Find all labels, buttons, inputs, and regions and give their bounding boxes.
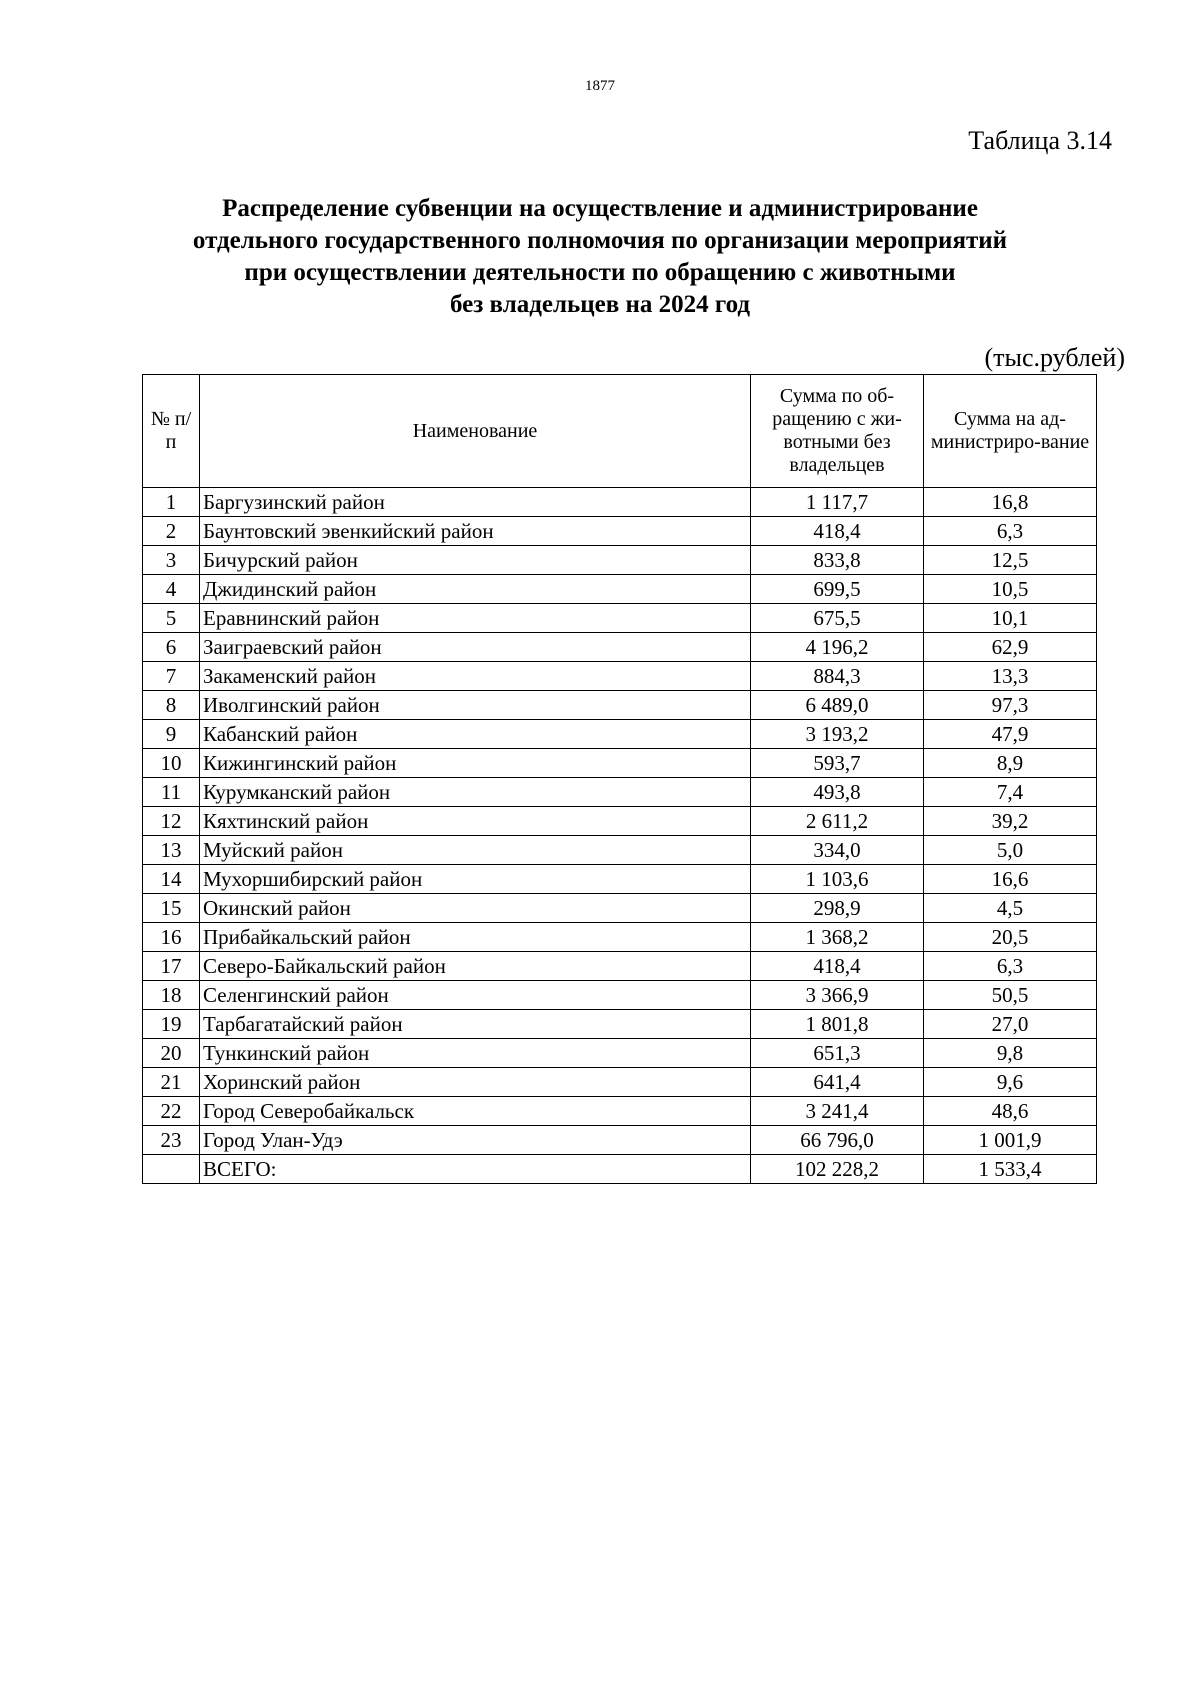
table-row — [143, 1068, 1097, 1097]
row-sum-animals: 641,4 — [751, 1068, 924, 1097]
total-number — [143, 1155, 200, 1184]
table-row — [143, 894, 1097, 923]
total-sum-admin: 1 533,4 — [924, 1155, 1097, 1184]
row-name: Северо-Байкальский район — [200, 952, 751, 981]
row-sum-animals: 593,7 — [751, 749, 924, 778]
row-sum-admin: 6,3 — [924, 517, 1097, 546]
row-number: 20 — [143, 1039, 200, 1068]
table-row — [143, 604, 1097, 633]
row-name: Город Улан-Удэ — [200, 1126, 751, 1155]
row-sum-admin: 1 001,9 — [924, 1126, 1097, 1155]
row-number: 15 — [143, 894, 200, 923]
title-line: Распределение субвенции на осуществление и администрирование — [222, 195, 978, 222]
table-row — [143, 952, 1097, 981]
row-number: 1 — [143, 488, 200, 517]
table-header-row — [143, 375, 1097, 488]
row-sum-animals: 699,5 — [751, 575, 924, 604]
row-number: 3 — [143, 546, 200, 575]
row-sum-admin: 16,8 — [924, 488, 1097, 517]
table-row — [143, 1097, 1097, 1126]
table-row — [143, 865, 1097, 894]
row-name: Тункинский район — [200, 1039, 751, 1068]
row-number: 21 — [143, 1068, 200, 1097]
row-name: Окинский район — [200, 894, 751, 923]
row-sum-animals: 833,8 — [751, 546, 924, 575]
row-sum-admin: 4,5 — [924, 894, 1097, 923]
row-sum-admin: 9,6 — [924, 1068, 1097, 1097]
row-name: Город Северобайкальск — [200, 1097, 751, 1126]
row-sum-animals: 3 241,4 — [751, 1097, 924, 1126]
table-row — [143, 923, 1097, 952]
title-line: при осуществлении деятельности по обращению с животными — [244, 259, 956, 286]
row-number: 9 — [143, 720, 200, 749]
row-name: Джидинский район — [200, 575, 751, 604]
row-sum-animals: 1 117,7 — [751, 488, 924, 517]
row-name: Кяхтинский район — [200, 807, 751, 836]
row-sum-admin: 39,2 — [924, 807, 1097, 836]
row-sum-admin: 5,0 — [924, 836, 1097, 865]
row-name: Баргузинский район — [200, 488, 751, 517]
row-sum-animals: 418,4 — [751, 952, 924, 981]
header-sum-admin: Сумма на ад-министриро-вание — [924, 375, 1097, 488]
row-number: 17 — [143, 952, 200, 981]
row-number: 18 — [143, 981, 200, 1010]
row-sum-admin: 7,4 — [924, 778, 1097, 807]
row-number: 10 — [143, 749, 200, 778]
row-sum-animals: 3 366,9 — [751, 981, 924, 1010]
row-name: Мухоршибирский район — [200, 865, 751, 894]
row-sum-animals: 6 489,0 — [751, 691, 924, 720]
row-sum-admin: 27,0 — [924, 1010, 1097, 1039]
row-name: Селенгинский район — [200, 981, 751, 1010]
table-row — [143, 691, 1097, 720]
row-sum-admin: 97,3 — [924, 691, 1097, 720]
row-sum-animals: 493,8 — [751, 778, 924, 807]
row-sum-admin: 8,9 — [924, 749, 1097, 778]
row-sum-animals: 4 196,2 — [751, 633, 924, 662]
row-number: 12 — [143, 807, 200, 836]
row-sum-admin: 12,5 — [924, 546, 1097, 575]
table-row — [143, 1039, 1097, 1068]
row-sum-animals: 1 103,6 — [751, 865, 924, 894]
table-row — [143, 836, 1097, 865]
row-name: Тарбагатайский район — [200, 1010, 751, 1039]
row-sum-animals: 66 796,0 — [751, 1126, 924, 1155]
row-sum-admin: 48,6 — [924, 1097, 1097, 1126]
table-row — [143, 749, 1097, 778]
row-number: 22 — [143, 1097, 200, 1126]
row-sum-admin: 50,5 — [924, 981, 1097, 1010]
table-row — [143, 575, 1097, 604]
row-name: Кабанский район — [200, 720, 751, 749]
row-number: 19 — [143, 1010, 200, 1039]
row-number: 13 — [143, 836, 200, 865]
row-sum-animals: 298,9 — [751, 894, 924, 923]
row-number: 4 — [143, 575, 200, 604]
row-sum-admin: 10,1 — [924, 604, 1097, 633]
row-sum-animals: 1 368,2 — [751, 923, 924, 952]
row-name: Бичурский район — [200, 546, 751, 575]
table-row — [143, 807, 1097, 836]
table-body — [143, 488, 1097, 1184]
row-number: 23 — [143, 1126, 200, 1155]
page-number: 1877 — [585, 78, 615, 94]
row-sum-admin: 47,9 — [924, 720, 1097, 749]
row-sum-animals: 651,3 — [751, 1039, 924, 1068]
row-number: 16 — [143, 923, 200, 952]
row-number: 8 — [143, 691, 200, 720]
row-name: Курумканский район — [200, 778, 751, 807]
total-row — [143, 1155, 1097, 1184]
row-number: 11 — [143, 778, 200, 807]
title-line: без владельцев на 2024 год — [449, 291, 751, 318]
row-sum-animals: 1 801,8 — [751, 1010, 924, 1039]
row-name: Хоринский район — [200, 1068, 751, 1097]
title-line: отдельного государственного полномочия по организации мероприятий — [192, 227, 1008, 254]
row-name: Муйский район — [200, 836, 751, 865]
table-row — [143, 517, 1097, 546]
header-num: № п/п — [143, 375, 200, 488]
total-sum-animals: 102 228,2 — [751, 1155, 924, 1184]
row-name: Кижингинский район — [200, 749, 751, 778]
table-row — [143, 662, 1097, 691]
table-row — [143, 488, 1097, 517]
row-name: Еравнинский район — [200, 604, 751, 633]
header-sum-animals: Сумма по об-ращению с жи-вотными без владельцев — [751, 375, 924, 488]
row-sum-admin: 20,5 — [924, 923, 1097, 952]
row-name: Иволгинский район — [200, 691, 751, 720]
row-sum-admin: 10,5 — [924, 575, 1097, 604]
row-sum-animals: 418,4 — [751, 517, 924, 546]
row-sum-animals: 3 193,2 — [751, 720, 924, 749]
row-number: 5 — [143, 604, 200, 633]
units-label: (тыс.рублей) — [984, 343, 1125, 372]
table-row — [143, 981, 1097, 1010]
table-row — [143, 720, 1097, 749]
row-sum-admin: 9,8 — [924, 1039, 1097, 1068]
row-name: Заиграевский район — [200, 633, 751, 662]
row-sum-admin: 62,9 — [924, 633, 1097, 662]
row-number: 7 — [143, 662, 200, 691]
row-name: Баунтовский эвенкийский район — [200, 517, 751, 546]
row-name: Прибайкальский район — [200, 923, 751, 952]
total-name: ВСЕГО: — [200, 1155, 751, 1184]
row-sum-animals: 884,3 — [751, 662, 924, 691]
header-name: Наименование — [200, 375, 751, 488]
row-number: 14 — [143, 865, 200, 894]
row-name: Закаменский район — [200, 662, 751, 691]
table-row — [143, 778, 1097, 807]
row-sum-animals: 675,5 — [751, 604, 924, 633]
table-row — [143, 633, 1097, 662]
row-sum-animals: 2 611,2 — [751, 807, 924, 836]
table-row — [143, 1010, 1097, 1039]
row-sum-admin: 16,6 — [924, 865, 1097, 894]
row-sum-admin: 6,3 — [924, 952, 1097, 981]
table-row — [143, 546, 1097, 575]
row-sum-animals: 334,0 — [751, 836, 924, 865]
subsidy-table — [142, 374, 1097, 1184]
row-number: 6 — [143, 633, 200, 662]
row-number: 2 — [143, 517, 200, 546]
table-label: Таблица 3.14 — [968, 126, 1112, 155]
document-title — [100, 193, 1100, 321]
table-row — [143, 1126, 1097, 1155]
row-sum-admin: 13,3 — [924, 662, 1097, 691]
